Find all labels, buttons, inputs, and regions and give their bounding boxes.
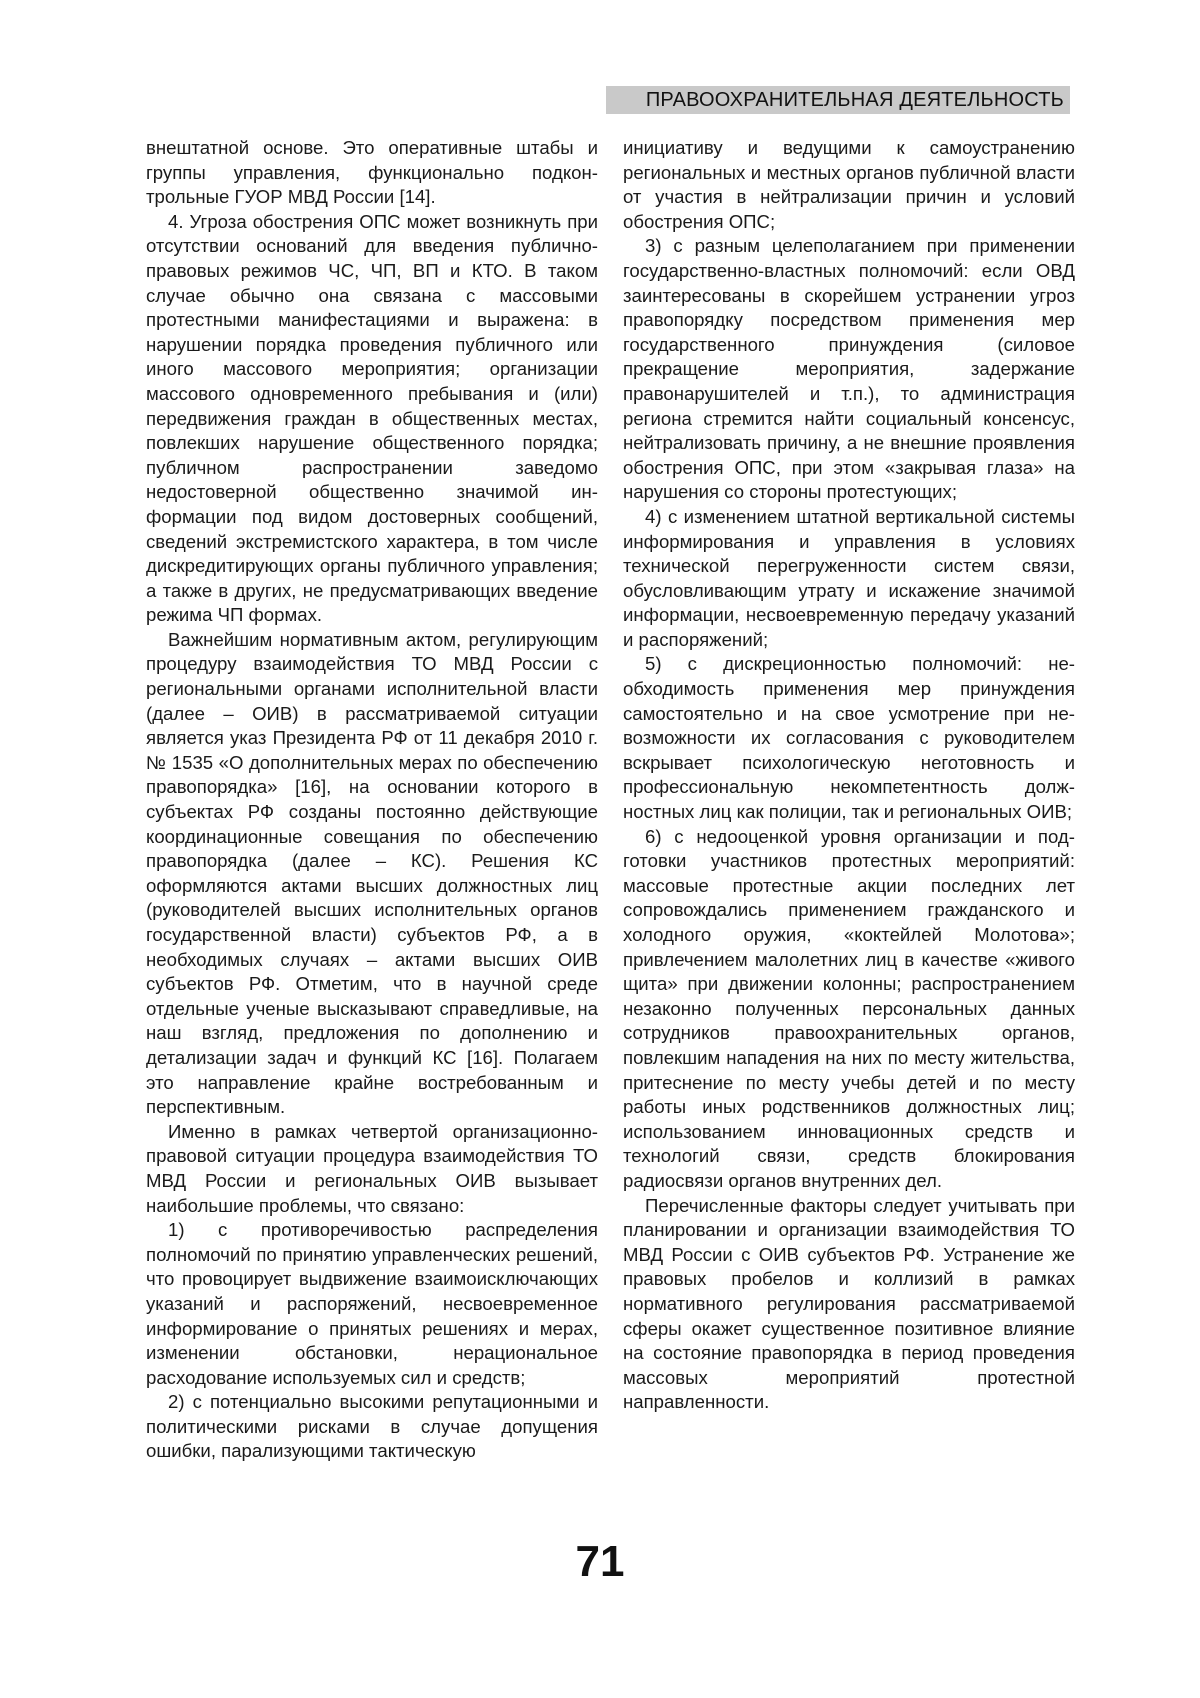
running-header (606, 86, 1070, 114)
section-title: ПРАВООХРАНИТЕЛЬНАЯ ДЕЯТЕЛЬНОСТЬ (645, 88, 1064, 111)
left-paragraph-3: Важнейшим нормативным актом, регулирующим процедуру взаимодействия ТО МВД России с региональными органами исполнительной власти (далее – ОИВ) в рассматриваемой ситуации является указ Президента РФ от 11 декабря 2010 г. № 1535 «О дополнительных мерах по обеспечению правопорядка» [16], на основании которого в субъектах РФ созданы постоянно действующие координационные совещания по обеспечению правопорядка (далее – КС). Решения КС оформляются актами высших должностных лиц (руководителей высших исполнительных органов государственной власти) субъектов РФ, а в необходимых случаях – актами высших ОИВ субъектов РФ. Отметим, что в научной среде отдельные ученые высказывают справедливые, на наш взгляд, предложения по дополнению и детализации задач и функций КС [16]. Полагаем это направление крайне востребованным и перспективным. (146, 628, 598, 1118)
right-paragraph-6: Перечисленные факторы следует учитывать при планировании и организации взаимодействия ТО МВД России с ОИВ субъектов РФ. Устранение же правовых пробелов и коллизий в рамках нормативного регулирования рассматриваемой сферы окажет существенное позитивное влияние на состояние правопорядка в период проведения массовых мероприятий протестной направленности. (623, 1194, 1075, 1413)
left-paragraph-6: 2) с потенциально высокими репутационными и политическими рисками в случае допущения ошибки, парализующими тактическую (146, 1391, 598, 1462)
left-paragraph-1: внештатной основе. Это оперативные штабы и группы управления, функционально подконтрольные ГУОР МВД России [14]. (146, 137, 598, 208)
page-number: 71 (575, 1537, 625, 1586)
right-paragraph-1: инициативу и ведущими к самоустранению региональных и местных органов публичной власти от участия в нейтрализации причин и условий обострения ОПС; (623, 137, 1075, 232)
right-paragraph-4: 5) с дискреционностью полномочий: необходимость применения мер принуждения самостоятельно и на свое усмотрение при невозможности их согласования с руководителем вскрывает психологическую неготовность и профессиональную некомпетентность должностных лиц как полиции, так и региональных ОИВ; (623, 653, 1075, 823)
right-paragraph-2: 3) с разным целеполаганием при применении государственно-властных полномочий: если ОВД заинтересованы в скорейшем устранении угроз правопорядку посредством применения мер государственного принуждения (силовое прекращение мероприятия, задержание правонарушителей и т.п.), то администрация региона стремится найти социальный консенсус, нейтрализовать причину, а не внешние проявления обострения ОПС, при этом «закрывая глаза» на нарушения со стороны протестующих; (623, 235, 1075, 503)
right-paragraph-5: 6) с недооценкой уровня организации и подготовки участников протестных мероприятий: массовые протестные акции последних лет сопровождались применением гражданского и холодного оружия, «коктейлей Молотова»; привлечением малолетних лиц в качестве «живого щита» при движении колонны; распространением незаконно полученных персональных данных сотрудников правоохранительных органов, повлекшим нападения на них по месту жительства, притеснение по месту учебы детей и по месту работы иных родственников должностных лиц; использованием инновационных средств и технологий связи, средств блокирования радиосвязи органов внутренних дел. (623, 825, 1075, 1191)
left-paragraph-5: 1) с противоречивостью распределения полномочий по принятию управленческих решений, что провоцирует выдвижение взаимоисключающих указаний и распоряжений, несвоевременное информирование о принятых решениях и мерах, изменении обстановки, нерациональное расходование используемых сил и средств; (146, 1219, 598, 1388)
left-paragraph-2: 4. Угроза обострения ОПС может возникнуть при отсутствии оснований для введения публично-правовых режимов ЧС, ЧП, ВП и КТО. В таком случае обычно она связана с массовыми протестными манифестациями и выражена: в нарушении порядка проведения публичного или иного массового мероприятия; организации массового одновременного пребывания и (или) передвижения граждан в общественных местах, повлекших нарушение общественного порядка; публичном распространении заведомо недостоверной общественно значимой информации под видом достоверных сообщений, сведений экстремистского характера, в том числе дискредитирующих органы публичного управления; а также в других, не предусматривающих введение режима ЧП формах. (146, 210, 598, 626)
right-paragraph-3: 4) с изменением штатной вертикальной системы информирования и управления в условиях технической перегруженности систем связи, обусловливающим утрату и искажение значимой информации, несвоевременную передачу указаний и распоряжений; (623, 505, 1075, 650)
left-paragraph-4: Именно в рамках четвертой организационно-правовой ситуации процедура взаимодействия ТО МВД России и региональных ОИВ вызывает наибольшие проблемы, что связано: (146, 1120, 598, 1216)
right-column (623, 136, 1075, 1415)
left-column (146, 136, 598, 1464)
